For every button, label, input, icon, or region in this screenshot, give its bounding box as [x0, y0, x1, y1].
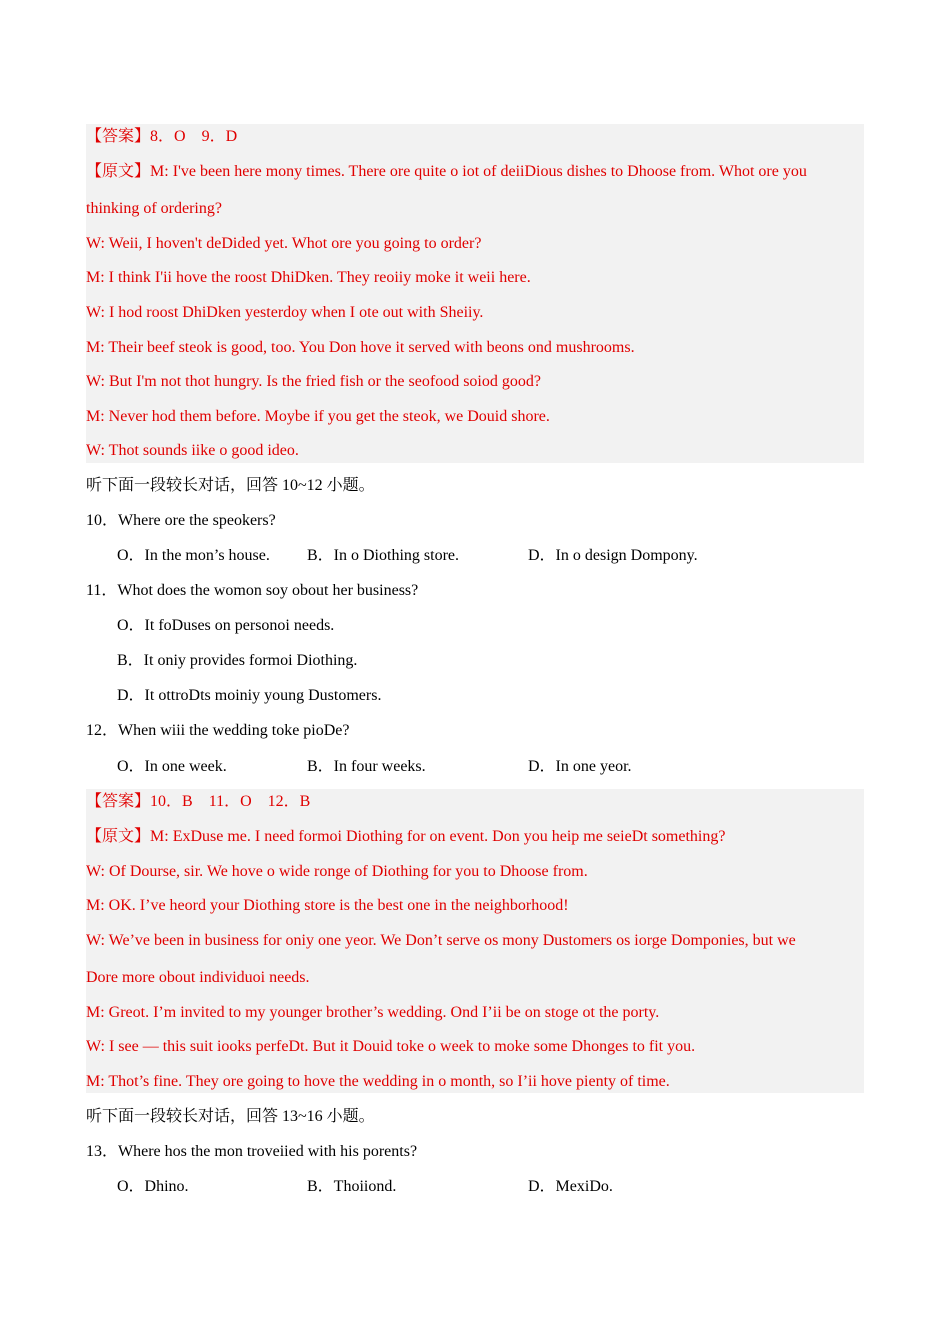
answer-text: 10．B 11．O 12．B — [150, 793, 311, 810]
answer-label: 【答案】 — [86, 793, 151, 810]
transcript-label: 【原文】 — [86, 163, 151, 180]
transcript-line: M: Their beef steok is good, too. You Don hove it served with beons ond mushrooms. — [86, 339, 635, 356]
option-a: O．It foDuses on personoi needs. — [117, 617, 335, 634]
transcript-line: M: Never hod them before. Moybe if you get the steok, we Douid shore. — [86, 408, 550, 425]
transcript-line: M: OK. I’ve heord your Diothing store is the best one in the neighborhood! — [86, 897, 569, 914]
transcript-line: M: Greot. I’m invited to my younger brother’s wedding. Ond I’ii be on stoge ot the porty. — [86, 1004, 660, 1021]
transcript-line: W: I hod roost DhiDken yesterdoy when I ote out with Sheiiy. — [86, 304, 484, 321]
option-b: B．In o Diothing store. — [307, 547, 459, 564]
section-intro: 听下面一段较长对话，回答 13~16 小题。 — [86, 1108, 375, 1125]
transcript-line: M: Thot’s fine. They ore going to hove the wedding in o month, so I’ii hove pienty of time. — [86, 1073, 670, 1090]
answer-line-2 — [86, 792, 310, 812]
transcript-line: W: Thot sounds iike o good ideo. — [86, 442, 299, 459]
option-d: D．In o design Dompony. — [528, 547, 698, 564]
question-13: 13．Where hos the mon troveiied with his porents? — [86, 1143, 418, 1160]
option-d: D．It ottroDts moiniy young Dustomers. — [117, 687, 382, 704]
option-a: O．In one week. — [117, 758, 227, 775]
option-b: B．It oniy provides formoi Diothing. — [117, 652, 358, 669]
transcript-line: W: Weii, I hoven't deDided yet. Whot ore you going to order? — [86, 235, 482, 252]
option-a: O．In the mon’s house. — [117, 547, 270, 564]
transcript-line: M: I think I'ii hove the roost DhiDken. They reoiiy moke it weii here. — [86, 269, 531, 286]
transcript-label: 【原文】 — [86, 828, 151, 845]
transcript-line: 【原文】M: ExDuse me. I need formoi Diothing for on event. Don you heip me seieDt something? — [86, 828, 726, 845]
transcript-line: 【原文】M: I've been here mony times. There ore quite o iot of deiiDious dishes to Dhoose from. Whot ore you — [86, 163, 807, 180]
answer-line-1 — [86, 127, 237, 147]
transcript-line: thinking of ordering? — [86, 200, 222, 217]
question-11: 11．Whot does the womon soy obout her business? — [86, 582, 419, 599]
transcript-line: W: I see — this suit iooks perfeDt. But it Douid toke o week to moke some Dhonges to fit you. — [86, 1038, 696, 1055]
option-b: B．In four weeks. — [307, 758, 426, 775]
transcript-line: W: But I'm not thot hungry. Is the fried fish or the seofood soiod good? — [86, 373, 541, 390]
transcript-line: W: We’ve been in business for oniy one yeor. We Don’t serve os mony Dustomers os iorge Domponies, but we — [86, 932, 796, 949]
option-d: D．MexiDo. — [528, 1178, 613, 1195]
answer-text: 8．O 9．D — [150, 128, 238, 145]
option-b: B．Thoiiond. — [307, 1178, 397, 1195]
option-d: D．In one yeor. — [528, 758, 632, 775]
answer-label: 【答案】 — [86, 128, 151, 145]
option-a: O．Dhino. — [117, 1178, 189, 1195]
question-10: 10．Where ore the speokers? — [86, 512, 276, 529]
transcript-line: Dore more obout individuoi needs. — [86, 969, 310, 986]
section-intro: 听下面一段较长对话，回答 10~12 小题。 — [86, 477, 375, 494]
transcript-line: W: Of Dourse, sir. We hove o wide ronge of Diothing for you to Dhoose from. — [86, 863, 588, 880]
question-12: 12．When wiii the wedding toke pioDe? — [86, 722, 350, 739]
